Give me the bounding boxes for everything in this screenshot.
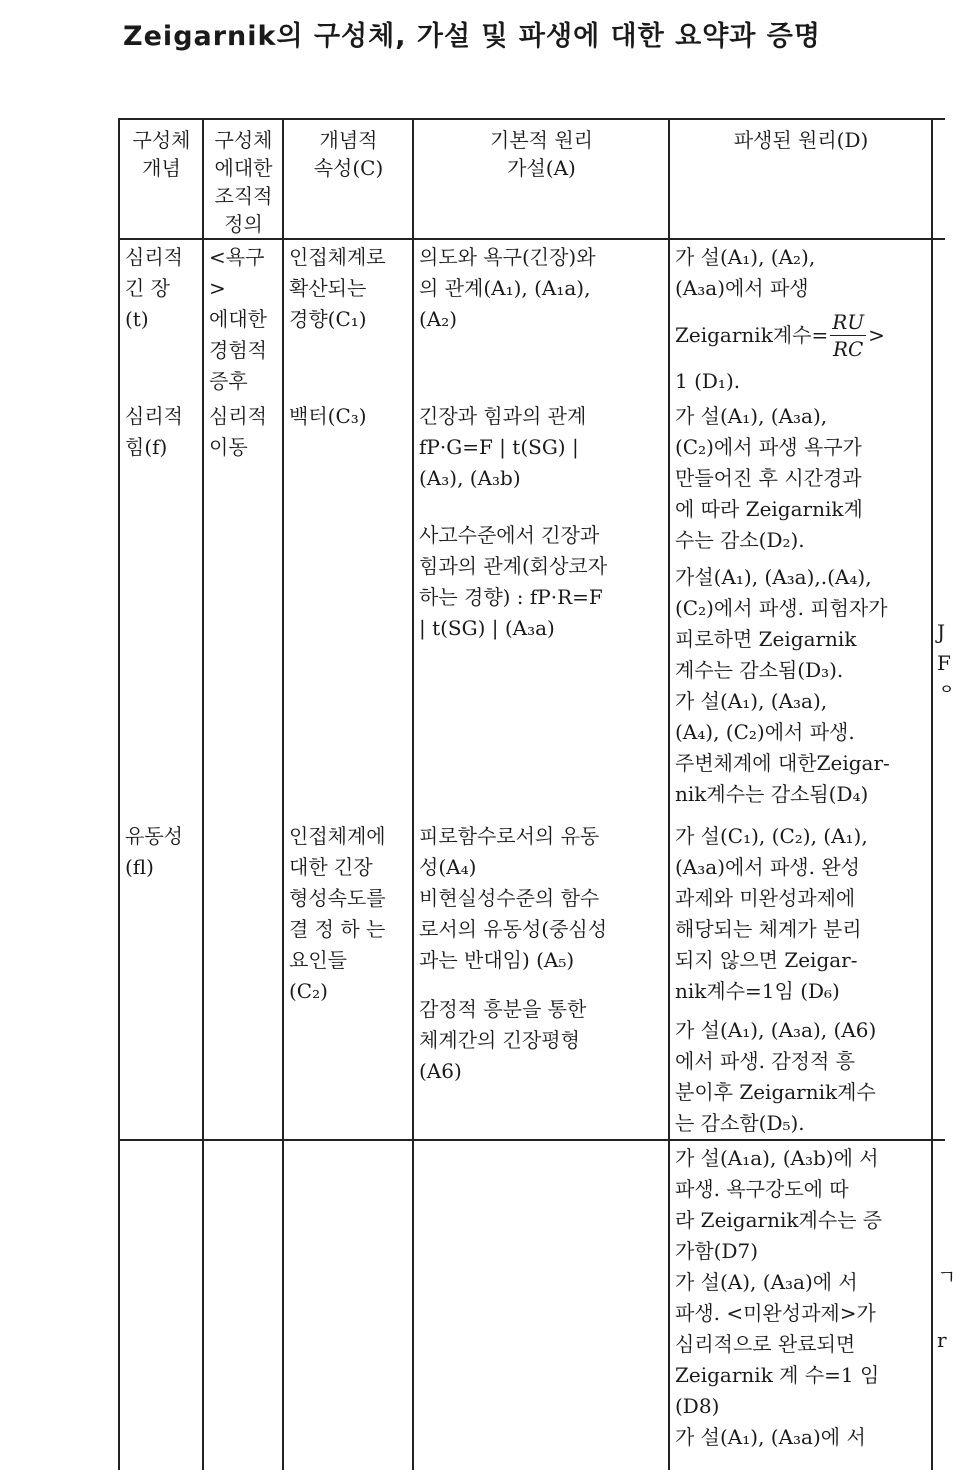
header-concept: 구성체 개념	[119, 119, 203, 239]
formula-denominator: RC	[832, 336, 864, 361]
header-derived: 파생된 원리(D)	[669, 119, 932, 239]
edge-fragment: F	[937, 651, 951, 675]
derived-text: 가 설(A₁), (A₂), (A₃a)에서 파생	[675, 245, 816, 300]
page-title: Zeigarnik의 구성체, 가설 및 파생에 대한 요약과 증명	[123, 21, 821, 52]
cell-derived	[669, 239, 932, 399]
cell-concept: 유동성 (fl)	[119, 819, 203, 1140]
derived-text: 1 (D₁).	[675, 369, 741, 393]
header-definition: 구성체 에대한 조직적 정의	[203, 119, 283, 239]
header-property: 개념적 속성(C)	[283, 119, 413, 239]
edge-fragment: J	[937, 620, 946, 644]
table-row	[119, 239, 945, 399]
formula-comparator: >	[868, 322, 885, 347]
cell-concept: 심리적 긴 장 (t)	[119, 239, 203, 399]
cell-derived: 가 설(A₁a), (A₃b)에 서 파생. 욕구강도에 따 라 Zeigarnik계수는 증 가함(D7) 가 설(A), (A₃a)에 서 파생. <미완성과제>가 심리적으로 완료되면 Zeigarnik 계 수=1 임 (D8) 가 설(A₁), (A₃a)에 서	[669, 1140, 932, 1470]
cell-concept: 심리적 힘(f)	[119, 399, 203, 819]
cell-definition: 심리적 이동	[203, 399, 283, 819]
edge-fragment: r	[937, 1328, 947, 1352]
cell-property: 백터(C₃)	[283, 399, 413, 819]
table-row	[119, 819, 945, 1140]
table-row	[119, 1140, 945, 1470]
summary-table	[118, 118, 945, 1470]
cell-extra	[932, 399, 945, 819]
header-extra	[932, 119, 945, 239]
cell-hypothesis: 긴장과 힘과의 관계 fP·G=F | t(SG) | (A₃), (A₃b) 사고수준에서 긴장과 힘과의 관계(회상코자 하는 경향) : fP·R=F | t(SG) | (A₃a)	[413, 399, 669, 819]
cell-definition	[203, 819, 283, 1140]
header-row	[119, 119, 945, 239]
cell-extra	[932, 1140, 945, 1470]
edge-fragment: ᄋ	[937, 683, 956, 707]
formula-fraction	[830, 309, 866, 362]
edge-fragment: ㄱ	[937, 1265, 956, 1289]
cell-property	[283, 1140, 413, 1470]
cell-hypothesis	[413, 1140, 669, 1470]
zeigarnik-formula	[675, 304, 927, 366]
formula-numerator: RU	[832, 309, 865, 334]
cell-hypothesis: 의도와 욕구(긴장)와 의 관계(A₁), (A₁a), (A₂)	[413, 239, 669, 399]
table-row	[119, 399, 945, 819]
cell-extra	[932, 239, 945, 399]
cell-definition: <욕구> 에대한 경험적 증후	[203, 239, 283, 399]
header-hypothesis: 기본적 원리 가설(A)	[413, 119, 669, 239]
cell-derived: 가 설(C₁), (C₂), (A₁), (A₃a)에서 파생. 완성 과제와 미완성과제에 해당되는 체계가 분리 되지 않으면 Zeigar- nik계수=1임 (D₆) 가 설(A₁), (A₃a), (A6) 에서 파생. 감정적 흥 분이후 Zeigarnik계수 는 감소함(D₅).	[669, 819, 932, 1140]
cell-derived: 가 설(A₁), (A₃a), (C₂)에서 파생 욕구가 만들어진 후 시간경과 에 따라 Zeigarnik계 수는 감소(D₂). 가설(A₁), (A₃a),.(A₄), (C₂)에서 파생. 피험자가 피로하면 Zeigarnik 계수는 감소됨(D₃). 가 설(A₁), (A₃a), (A₄), (C₂)에서 파생. 주변체계에 대한Zeigar- nik계수는 감소됨(D₄)	[669, 399, 932, 819]
cell-hypothesis: 피로함수로서의 유동 성(A₄) 비현실성수준의 함수 로서의 유동성(중심성 과는 반대임) (A₅) 감정적 흥분을 통한 체계간의 긴장평형 (A6)	[413, 819, 669, 1140]
formula-label: Zeigarnik계수=	[675, 322, 829, 347]
cell-concept	[119, 1140, 203, 1470]
cell-extra	[932, 819, 945, 1140]
cell-definition	[203, 1140, 283, 1470]
cell-property: 인접체계로 확산되는 경향(C₁)	[283, 239, 413, 399]
cell-property: 인접체계에 대한 긴장 형성속도를 결 정 하 는 요인들 (C₂)	[283, 819, 413, 1140]
